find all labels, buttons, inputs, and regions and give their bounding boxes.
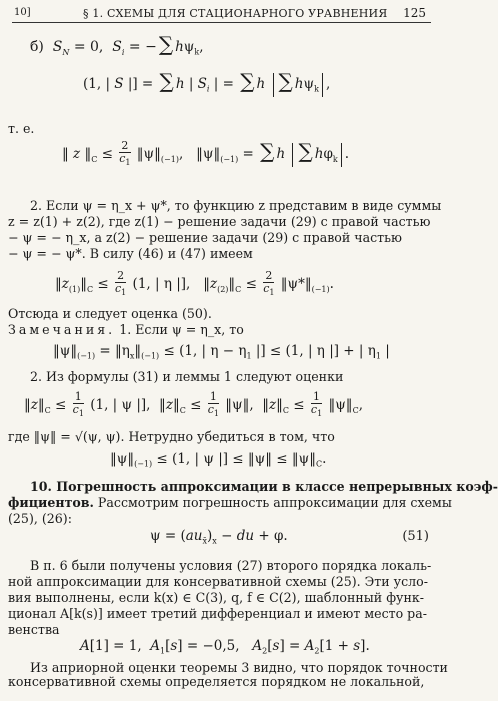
equation-number-51: (51) <box>402 529 429 544</box>
formula-psi-bound: $‖\psi‖_{(-1)}$ = $‖\eta_x‖_{(-1)} \le (1$, | $\eta - \eta_1$ |] ≤ (1, | η |] + | $\eta_1$ | <box>53 343 390 361</box>
text-te: т. е. <box>8 121 35 136</box>
para6-line1: В п. 6 были получены условия (27) второго порядка локаль- <box>30 558 432 573</box>
para2-line1: 2. Если ψ = η_x + ψ*, то функцию z представим в виде суммы <box>30 198 442 213</box>
formula-1s: (1, | S |] = ∑ h | $S_i$ | = ∑ h ∑ $h\psi_k$ , <box>83 71 330 97</box>
para2b: 2. Из формулы (31) и леммы 1 следуют оценки <box>30 369 344 384</box>
para2-line4: − ψ = − ψ*. В силу (46) и (47) имеем <box>8 246 253 261</box>
header-left: 10] <box>14 7 31 18</box>
remarks-text: 1. Если ψ = η_x, то <box>119 322 244 337</box>
formula-chain: $‖\psi‖_{(-1)} \le (1$, | ψ |] ≤ ‖ψ‖ ≤ $‖\psi‖_C$. <box>110 451 327 469</box>
running-header <box>0 5 443 23</box>
last-line2: консервативной схемы определяется порядком не локальной, <box>8 674 425 689</box>
formula-b: б) $S_N = 0$, $S_i$ = − ∑ $h\psi_k$, <box>30 32 204 57</box>
remarks-line <box>8 322 433 338</box>
formula-z-norm: ‖ z $‖_C$ ≤ $\frac{2}{c_1}$ $‖\psi‖_{(-1)}$, $‖\psi‖_{(-1)}$ = ∑ h ∑ $h\varphi_k$ . <box>62 139 350 168</box>
last-line1: Из априорной оценки теоремы 3 видно, что порядок точности <box>30 660 448 675</box>
para2-line2: z = z(1) + z(2), где z(1) − решение задачи (29) с правой частью <box>8 214 431 229</box>
text-gde: где ‖ψ‖ = √(ψ, ψ). Нетрудно убедиться в том, что <box>8 429 335 444</box>
section10-line3: (25), (26): <box>8 511 72 526</box>
header-title: § 1. СХЕМЫ ДЛЯ СТАЦИОНАРНОГО УРАВНЕНИЯ <box>83 7 388 20</box>
section10-heading-end: фициентов. <box>8 495 94 510</box>
remarks-label: Замечания. <box>8 322 116 337</box>
para6-line3: вия выполнены, если k(x) ∈ C(3), q, f ∈ C(2), шаблонный функ- <box>8 590 424 605</box>
para6-line2: ной аппроксимации для консервативной схемы (25). Эти усло- <box>8 574 428 589</box>
para6-line4: ционал A[k(s)] имеет третий дифференциал и имеют место ра- <box>8 606 428 621</box>
formula-A: A[1] = 1, $A_1[s] = -0,5$, $A_2[s] = A_2[1 + s]$. <box>80 638 370 656</box>
section10-heading: 10. Погрешность аппроксимации в классе непрерывных коэф- <box>30 479 498 494</box>
formula-z12: $‖z_{(1)}‖_C$ ≤ $\frac{2}{c_1}$ (1, | η |], $‖z_{(2)}‖_C$ ≤ $\frac{2}{c_1}$ $‖\psi*‖_{(-1)}$. <box>55 269 334 298</box>
para6-line5: венства <box>8 622 60 637</box>
para2-line3: − ψ = − η_x, а z(2) − решение задачи (29) с правой частью <box>8 230 402 245</box>
section10-text: Рассмотрим погрешность аппроксимации для схемы <box>93 495 452 510</box>
formula-51: $\psi = (au_{x̄})_x$ − du + φ. <box>150 528 288 546</box>
section10-line2 <box>8 495 452 511</box>
header-rule <box>12 22 431 23</box>
text-otsyuda: Отсюда и следует оценка (50). <box>8 306 212 321</box>
formula-estimates: $‖z‖_C$ ≤ $\frac{1}{c_1}$ (1, | ψ |], $‖z‖_C$ ≤ $\frac{1}{c_1}$ ‖ψ‖, $‖z‖_C$ ≤ $\frac{1}{c_1}$ $‖\psi‖_C$, <box>24 390 363 419</box>
page-number: 125 <box>403 6 426 20</box>
